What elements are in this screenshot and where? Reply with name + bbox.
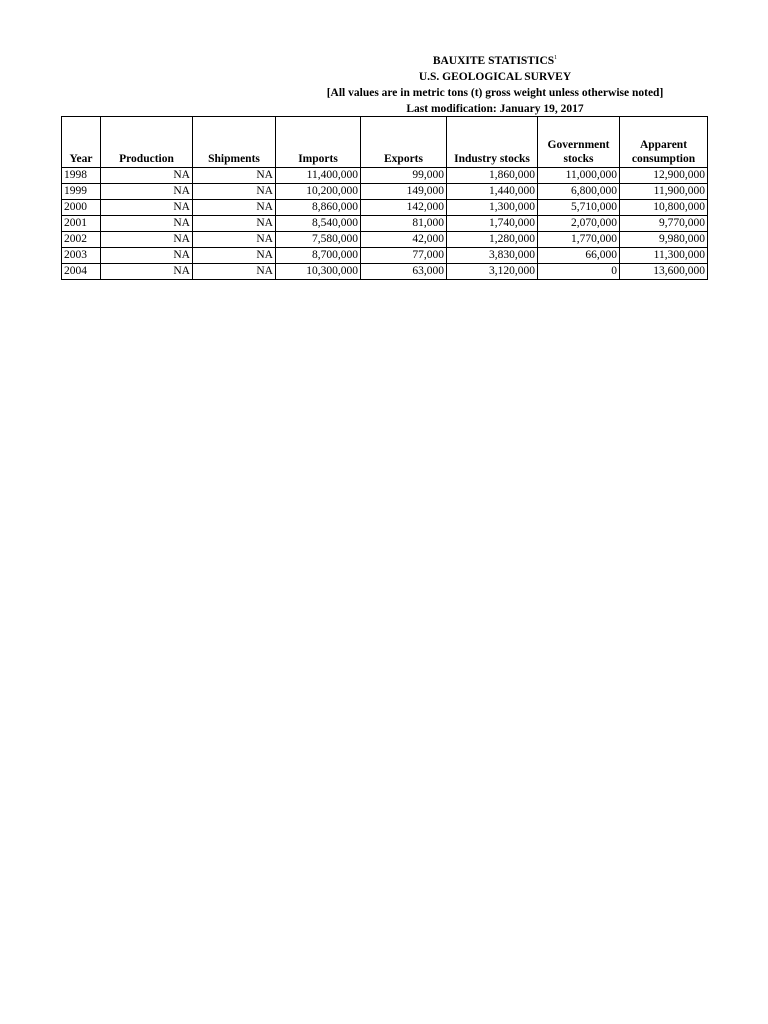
government-stocks-cell: 66,000 — [538, 248, 620, 264]
shipments-cell: NA — [193, 168, 276, 184]
year-cell: 2004 — [62, 264, 101, 280]
column-header: Production — [101, 117, 193, 168]
imports-cell: 10,200,000 — [276, 184, 361, 200]
column-header: Exports — [361, 117, 447, 168]
exports-cell: 81,000 — [361, 216, 447, 232]
government-stocks-cell: 2,070,000 — [538, 216, 620, 232]
exports-cell: 99,000 — [361, 168, 447, 184]
column-header: Apparent consumption — [620, 117, 708, 168]
column-header: Government stocks — [538, 117, 620, 168]
shipments-cell: NA — [193, 232, 276, 248]
apparent-consumption-cell: 11,900,000 — [620, 184, 708, 200]
industry-stocks-cell: 1,280,000 — [447, 232, 538, 248]
apparent-consumption-cell: 13,600,000 — [620, 264, 708, 280]
table-header-row — [62, 117, 708, 168]
table-row — [62, 232, 708, 248]
exports-cell: 149,000 — [361, 184, 447, 200]
production-cell: NA — [101, 216, 193, 232]
government-stocks-cell: 5,710,000 — [538, 200, 620, 216]
imports-cell: 11,400,000 — [276, 168, 361, 184]
production-cell: NA — [101, 232, 193, 248]
table-row — [62, 248, 708, 264]
imports-cell: 8,700,000 — [276, 248, 361, 264]
table-row — [62, 184, 708, 200]
agency-name: U.S. GEOLOGICAL SURVEY — [418, 71, 572, 83]
apparent-consumption-cell: 12,900,000 — [620, 168, 708, 184]
government-stocks-cell: 1,770,000 — [538, 232, 620, 248]
units-note: [All values are in metric tons (t) gross weight unless otherwise noted] — [326, 87, 664, 99]
year-cell: 2000 — [62, 200, 101, 216]
statistics-table — [61, 116, 708, 280]
shipments-cell: NA — [193, 216, 276, 232]
exports-cell: 63,000 — [361, 264, 447, 280]
year-cell: 2001 — [62, 216, 101, 232]
production-cell: NA — [101, 200, 193, 216]
imports-cell: 8,860,000 — [276, 200, 361, 216]
exports-cell: 77,000 — [361, 248, 447, 264]
industry-stocks-cell: 1,860,000 — [447, 168, 538, 184]
column-header: Industry stocks — [447, 117, 538, 168]
shipments-cell: NA — [193, 200, 276, 216]
industry-stocks-cell: 1,300,000 — [447, 200, 538, 216]
industry-stocks-cell: 1,740,000 — [447, 216, 538, 232]
industry-stocks-cell: 3,830,000 — [447, 248, 538, 264]
year-cell: 1998 — [62, 168, 101, 184]
year-cell: 2003 — [62, 248, 101, 264]
government-stocks-cell: 0 — [538, 264, 620, 280]
last-modified: Last modification: January 19, 2017 — [406, 103, 584, 115]
shipments-cell: NA — [193, 264, 276, 280]
industry-stocks-cell: 3,120,000 — [447, 264, 538, 280]
exports-cell: 142,000 — [361, 200, 447, 216]
table-row — [62, 216, 708, 232]
government-stocks-cell: 11,000,000 — [538, 168, 620, 184]
production-cell: NA — [101, 264, 193, 280]
column-header: Imports — [276, 117, 361, 168]
document-title: BAUXITE STATISTICS$^1$ — [432, 55, 558, 67]
production-cell: NA — [101, 168, 193, 184]
imports-cell: 10,300,000 — [276, 264, 361, 280]
apparent-consumption-cell: 9,770,000 — [620, 216, 708, 232]
table-row — [62, 168, 708, 184]
column-header: Shipments — [193, 117, 276, 168]
government-stocks-cell: 6,800,000 — [538, 184, 620, 200]
imports-cell: 7,580,000 — [276, 232, 361, 248]
title-footnote-marker: 1 — [554, 55, 558, 61]
apparent-consumption-cell: 10,800,000 — [620, 200, 708, 216]
production-cell: NA — [101, 184, 193, 200]
shipments-cell: NA — [193, 184, 276, 200]
table-row — [62, 264, 708, 280]
apparent-consumption-cell: 9,980,000 — [620, 232, 708, 248]
table-row — [62, 200, 708, 216]
year-cell: 2002 — [62, 232, 101, 248]
industry-stocks-cell: 1,440,000 — [447, 184, 538, 200]
exports-cell: 42,000 — [361, 232, 447, 248]
year-cell: 1999 — [62, 184, 101, 200]
imports-cell: 8,540,000 — [276, 216, 361, 232]
shipments-cell: NA — [193, 248, 276, 264]
column-header: Year — [62, 117, 101, 168]
production-cell: NA — [101, 248, 193, 264]
document-header — [300, 50, 690, 117]
apparent-consumption-cell: 11,300,000 — [620, 248, 708, 264]
